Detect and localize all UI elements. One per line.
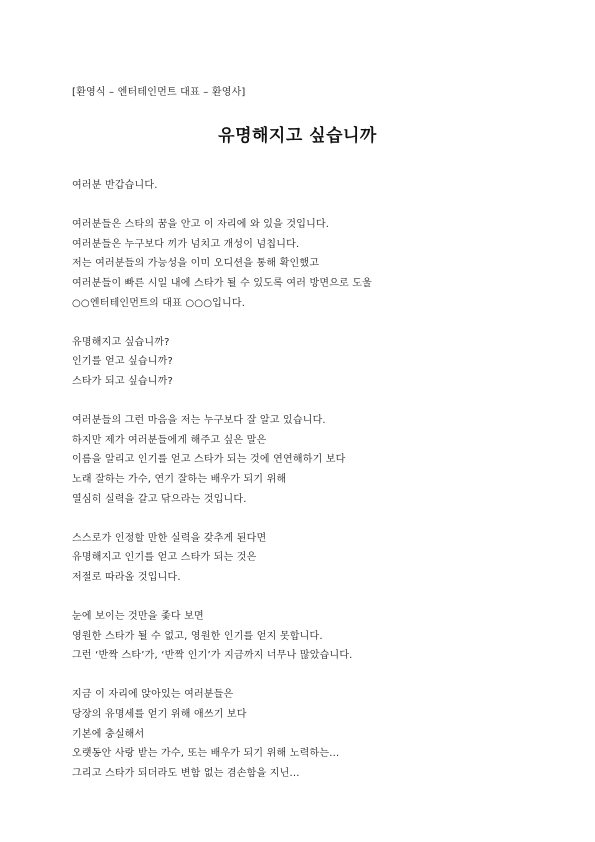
body-text-line: 여러분 반갑습니다. bbox=[72, 180, 158, 191]
document-title: 유명해지고 싶습니까 bbox=[218, 126, 377, 146]
body-text-line: 유명해지고 인기를 얻고 스타가 되는 것은 bbox=[72, 552, 257, 564]
body-text-line: 그런 ‘반짝 스타’가, ‘반짝 인기’가 지금까지 너무나 많았습니다. bbox=[72, 650, 353, 662]
paragraph-spacer bbox=[72, 392, 532, 412]
paragraph-spacer bbox=[72, 587, 532, 607]
paragraph-spacer bbox=[72, 313, 532, 333]
body-text-line: 그리고 스타가 되더라도 변함 없는 겸손함을 지닌... bbox=[72, 767, 300, 779]
document-header: [환영식 – 엔터테인먼트 대표 – 환영사] bbox=[72, 87, 246, 98]
body-text-line: 인기를 얻고 싶습니까? bbox=[72, 356, 174, 368]
body-text-line: 오랫동안 사랑 받는 가수, 또는 배우가 되기 위해 노력하는... bbox=[72, 748, 340, 760]
paragraph-spacer bbox=[72, 509, 532, 529]
body-text-line: 기본에 충실해서 bbox=[72, 728, 145, 740]
paragraph-spacer bbox=[72, 666, 532, 686]
body-text-line: 열심히 실력을 갈고 닦으라는 것입니다. bbox=[72, 493, 247, 505]
document-body bbox=[72, 176, 532, 783]
body-text-line: 노래 잘하는 가수, 연기 잘하는 배우가 되기 위해 bbox=[72, 473, 287, 485]
body-text-line: 하지만 제가 여러분들에게 해주고 싶은 말은 bbox=[72, 434, 267, 446]
body-text-line: 지금 이 자리에 앉아있는 여러분들은 bbox=[72, 689, 234, 701]
body-text-line: 영원한 스타가 될 수 없고, 영원한 인기를 얻지 못합니다. bbox=[72, 630, 323, 642]
body-text-line: ○○엔터테인먼트의 대표 ○○○입니다. bbox=[72, 297, 246, 309]
body-text-line: 유명해지고 싶습니까? bbox=[72, 336, 170, 348]
body-text-line: 저는 여러분들의 가능성을 이미 오디션을 통해 확인했고 bbox=[72, 258, 320, 270]
body-text-line: 스스로가 인정할 만한 실력을 갖추게 된다면 bbox=[72, 532, 267, 544]
body-text-line: 여러분들은 누구보다 끼가 넘치고 개성이 넘칩니다. bbox=[72, 238, 300, 250]
body-text-line: 저절로 따라올 것입니다. bbox=[72, 571, 181, 583]
body-text-line: 여러분들의 그런 마음을 저는 누구보다 잘 알고 있습니다. bbox=[72, 415, 326, 427]
body-text-line: 스타가 되고 싶습니까? bbox=[72, 375, 174, 387]
body-text-line: 여러분들은 스타의 꿈을 안고 이 자리에 와 있을 것입니다. bbox=[72, 219, 330, 231]
body-text-line: 눈에 보이는 것만을 좇다 보면 bbox=[72, 611, 204, 623]
paragraph-spacer bbox=[72, 196, 532, 216]
body-text-line: 당장의 유명세를 얻기 위해 애쓰기 보다 bbox=[72, 709, 247, 721]
body-text-line: 여러분들이 빠른 시일 내에 스타가 될 수 있도록 여러 방면으로 도울 bbox=[72, 277, 373, 289]
body-text-line: 이름을 알리고 인기를 얻고 스타가 되는 것에 연연해하기 보다 bbox=[72, 454, 346, 466]
